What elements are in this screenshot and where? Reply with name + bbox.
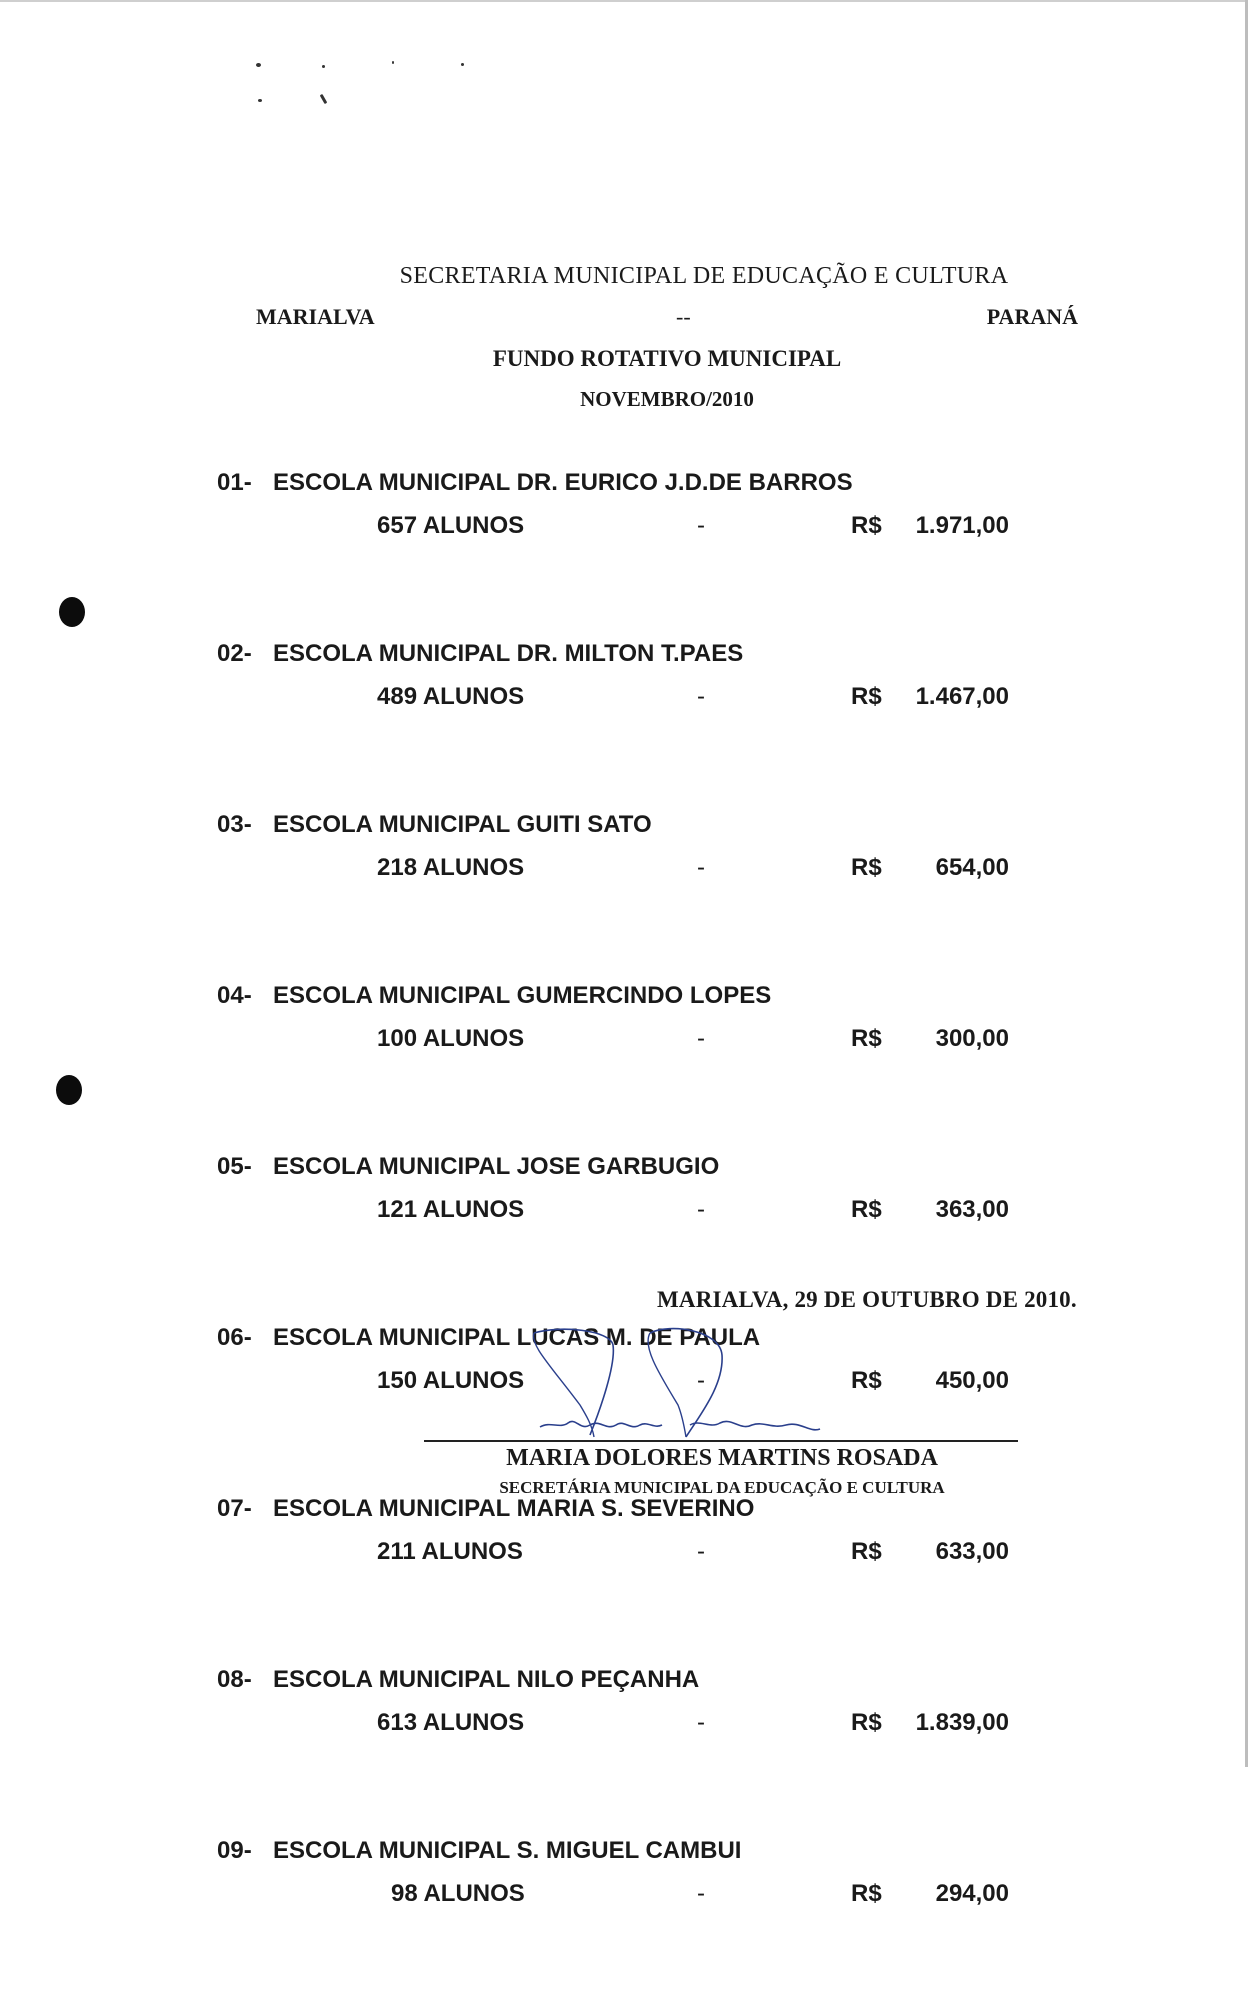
currency-symbol: R$	[851, 1538, 882, 1565]
amount: 450,00	[935, 1367, 1009, 1394]
student-count: 211 ALUNOS	[377, 1538, 523, 1565]
school-name: ESCOLA MUNICIPAL JOSE GARBUGIO	[273, 1153, 720, 1180]
currency-symbol: R$	[851, 1025, 882, 1052]
scan-speck	[461, 63, 464, 66]
dash-separator: -	[697, 512, 705, 539]
school-name: ESCOLA MUNICIPAL NILO PEÇANHA	[273, 1666, 700, 1693]
school-number: 08-	[217, 1666, 252, 1693]
school-entry	[217, 640, 1017, 811]
period-title: NOVEMBRO/2010	[580, 387, 754, 411]
amount: 1.467,00	[915, 683, 1009, 710]
fund-title: FUNDO ROTATIVO MUNICIPAL	[492, 346, 842, 371]
scan-speck	[392, 61, 394, 64]
currency-symbol: R$	[851, 1880, 882, 1907]
dash-separator: -	[697, 854, 705, 881]
amount: 1.839,00	[915, 1709, 1009, 1736]
school-name: ESCOLA MUNICIPAL MARIA S. SEVERINO	[273, 1495, 755, 1522]
handwritten-signature	[520, 1325, 840, 1445]
punch-hole	[59, 597, 85, 627]
school-number: 07-	[217, 1495, 252, 1522]
signature-line	[424, 1440, 1018, 1442]
scan-speck	[258, 99, 262, 102]
school-name: ESCOLA MUNICIPAL GUITI SATO	[273, 811, 652, 838]
amount: 633,00	[935, 1538, 1009, 1565]
student-count: 150 ALUNOS	[377, 1367, 525, 1394]
currency-symbol: R$	[851, 683, 882, 710]
department-title: SECRETARIA MUNICIPAL DE EDUCAÇÃO E CULTURA	[399, 263, 1009, 289]
scan-speck	[256, 63, 261, 67]
school-number: 01-	[217, 469, 252, 496]
signatory-name: MARIA DOLORES MARTINS ROSADA	[506, 1445, 938, 1471]
amount: 294,00	[935, 1880, 1009, 1907]
student-count: 489 ALUNOS	[377, 683, 525, 710]
school-number: 05-	[217, 1153, 252, 1180]
punch-hole	[56, 1075, 82, 1105]
school-entry	[217, 982, 1017, 1153]
school-entry	[217, 469, 1017, 640]
dash-separator: -	[697, 1538, 705, 1565]
currency-symbol: R$	[851, 854, 882, 881]
dash-separator: -	[697, 1367, 705, 1394]
school-entry	[217, 1666, 1017, 1837]
school-entry	[217, 1495, 1017, 1666]
school-entry	[217, 811, 1017, 982]
student-count: 218 ALUNOS	[377, 854, 525, 881]
school-number: 04-	[217, 982, 252, 1009]
dash-separator: -	[697, 1196, 705, 1223]
scan-speck	[322, 65, 325, 68]
student-count: 98 ALUNOS	[391, 1880, 525, 1907]
amount: 363,00	[935, 1196, 1009, 1223]
state-label: PARANÁ	[986, 304, 1078, 329]
school-number: 06-	[217, 1324, 252, 1351]
school-number: 09-	[217, 1837, 252, 1864]
place-date: MARIALVA, 29 DE OUTUBRO DE 2010.	[657, 1287, 1077, 1312]
school-number: 03-	[217, 811, 252, 838]
school-name: ESCOLA MUNICIPAL S. MIGUEL CAMBUI	[273, 1837, 742, 1864]
student-count: 121 ALUNOS	[377, 1196, 525, 1223]
student-count: 613 ALUNOS	[377, 1709, 525, 1736]
school-name: ESCOLA MUNICIPAL DR. EURICO J.D.DE BARROS	[273, 469, 853, 496]
dash-separator: -	[697, 1880, 705, 1907]
amount: 1.971,00	[915, 512, 1009, 539]
school-number: 02-	[217, 640, 252, 667]
location-separator: --	[676, 304, 691, 329]
school-list	[217, 469, 1017, 2008]
amount: 654,00	[935, 854, 1009, 881]
dash-separator: -	[697, 1025, 705, 1052]
currency-symbol: R$	[851, 1367, 882, 1394]
currency-symbol: R$	[851, 1196, 882, 1223]
location-row	[256, 304, 1078, 334]
signatory-title: SECRETÁRIA MUNICIPAL DA EDUCAÇÃO E CULTURA	[499, 1478, 945, 1497]
scan-speck	[320, 94, 328, 104]
student-count: 657 ALUNOS	[377, 512, 525, 539]
currency-symbol: R$	[851, 512, 882, 539]
currency-symbol: R$	[851, 1709, 882, 1736]
amount: 300,00	[935, 1025, 1009, 1052]
city-label: MARIALVA	[256, 304, 375, 329]
school-name: ESCOLA MUNICIPAL DR. MILTON T.PAES	[273, 640, 744, 667]
student-count: 100 ALUNOS	[377, 1025, 525, 1052]
dash-separator: -	[697, 1709, 705, 1736]
school-entry	[217, 1837, 1017, 2008]
school-name: ESCOLA MUNICIPAL LUCAS M. DE PAULA	[273, 1324, 761, 1351]
page-edge	[0, 0, 1248, 2]
school-name: ESCOLA MUNICIPAL GUMERCINDO LOPES	[273, 982, 772, 1009]
dash-separator: -	[697, 683, 705, 710]
